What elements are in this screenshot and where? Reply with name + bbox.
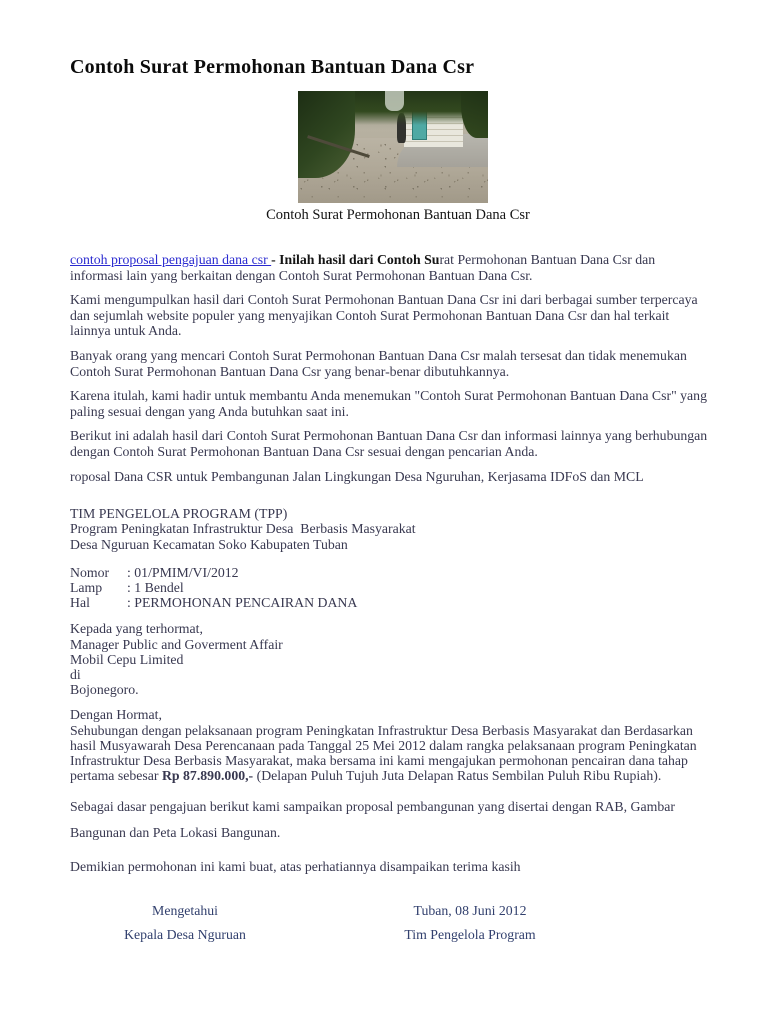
- intro-paragraph-3: Banyak orang yang mencari Contoh Surat Permohonan Bantuan Dana Csr malah tersesat dan tidak menemukan Contoh Surat Permohonan Bantuan Dana Csr yang benar-benar dibutuhkannya.: [70, 347, 687, 379]
- intro-paragraph-6: roposal Dana CSR untuk Pembangunan Jalan Lingkungan Desa Nguruhan, Kerjasama IDFoS dan MCL: [70, 468, 644, 484]
- recipient-line-5: Bojonegoro.: [70, 682, 139, 698]
- letter-meta-block: [70, 565, 708, 611]
- meta-value-nomor: : 01/PMIM/VI/2012: [127, 564, 239, 580]
- sender-line-1: TIM PENGELOLA PROGRAM (TPP): [70, 506, 288, 522]
- letter-section: [70, 506, 708, 946]
- signature-left-column: [70, 899, 300, 947]
- attachment-note: Sebagai dasar pengajuan berikut kami sampaikan proposal pembangunan yang disertai dengan RAB, Gambar Bangunan dan Peta Lokasi Bangunan.: [70, 799, 675, 841]
- signature-block: [70, 899, 708, 947]
- signature-left-name: Kepala Desa Nguruan: [124, 926, 246, 942]
- recipient-line-1: Kepada yang terhormat,: [70, 621, 203, 637]
- letter-sender-block: [70, 506, 708, 552]
- meta-row-lamp: [70, 580, 708, 595]
- salutation: Dengan Hormat,: [70, 707, 162, 723]
- sender-line-3: Desa Nguruan Kecamatan Soko Kabupaten Tuban: [70, 536, 348, 552]
- sender-line-2: Program Peningkatan Infrastruktur Desa Berbasis Masyarakat: [70, 521, 416, 537]
- intro-paragraph-1: [70, 252, 708, 283]
- signature-right-column: [340, 899, 600, 947]
- meta-value-lamp: : 1 Bendel: [127, 579, 184, 595]
- photo-foliage-right: [461, 91, 488, 138]
- intro-paragraph-4: Karena itulah, kami hadir untuk membantu Anda menemukan "Contoh Surat Permohonan Bantuan Dana Csr" yang paling sesuai dengan yang Anda butuhkan saat ini.: [70, 388, 707, 419]
- letter-body-block: [70, 707, 708, 783]
- body-before-amount: Sehubungan dengan pelaksanaan program Peningkatan Infrastruktur Desa Berbasis Masyarakat dan Berdasarkan hasil Musyawarah Desa Perencanaan pada Tanggal 25 Mei 2012 dalam rangka pelaksanaan program Peningkatan Infrastruktur Desa Berbasis Masyarakat, maka bersama ini kami mengajukan permohonan pencairan dana tahap pertama sebesar: [70, 722, 697, 784]
- recipient-line-2: Manager Public and Goverment Affair: [70, 636, 283, 652]
- proposal-link[interactable]: contoh proposal pengajuan dana csr: [70, 252, 272, 267]
- image-caption: Contoh Surat Permohonan Bantuan Dana Csr: [266, 207, 530, 223]
- recipient-line-3: Mobil Cepu Limited: [70, 651, 184, 667]
- intro-paragraph-5: Berikut ini adalah hasil dari Contoh Surat Permohonan Bantuan Dana Csr dan informasi lainnya yang berhubungan dengan Contoh Surat Permohonan Bantuan Dana Csr sesuai dengan pencarian Anda.: [70, 428, 708, 459]
- meta-row-hal: [70, 595, 708, 610]
- meta-row-nomor: [70, 565, 708, 580]
- amount-text: Rp 87.890.000,-: [161, 768, 254, 784]
- page-title: Contoh Surat Permohonan Bantuan Dana Csr: [70, 56, 475, 78]
- intro-paragraph-2: Kami mengumpulkan hasil dari Contoh Surat Permohonan Bantuan Dana Csr ini dari berbagai sumber terpercaya dan sejumlah website populer yang menyajikan Contoh Surat Permohonan Bantuan Dana Csr dan hal terkait lainnya untuk Anda.: [70, 292, 698, 339]
- meta-label-hal: Hal: [70, 595, 90, 611]
- signature-right-title: Tuban, 08 Juni 2012: [413, 902, 527, 918]
- body-after-amount: (Delapan Puluh Tujuh Juta Delapan Ratus Sembilan Puluh Ribu Rupiah).: [253, 768, 662, 784]
- intro-paragraph-1-rest: rat Permohonan Bantuan Dana Csr dan informasi lain yang berkaitan dengan Contoh Surat Permohonan Bantuan Dana Csr.: [70, 252, 656, 283]
- intro-section: [70, 252, 708, 484]
- meta-label-nomor: Nomor: [70, 564, 110, 580]
- recipient-line-4: di: [70, 666, 81, 682]
- letter-recipient-block: [70, 621, 708, 697]
- meta-label-lamp: Lamp: [70, 579, 103, 595]
- meta-value-hal: : PERMOHONAN PENCAIRAN DANA: [127, 595, 358, 611]
- photo-sky-gap: [385, 91, 404, 111]
- road-photo: [298, 91, 488, 203]
- intro-bold-segment: - Inilah hasil dari Contoh Su: [271, 252, 440, 267]
- signature-right-name: Tim Pengelola Program: [404, 926, 536, 942]
- signature-left-title: Mengetahui: [152, 902, 218, 918]
- closing-line: Demikian permohonan ini kami buat, atas perhatiannya disampaikan terima kasih: [70, 859, 521, 875]
- letter-body-paragraph: [70, 723, 708, 784]
- photo-area: [70, 91, 708, 203]
